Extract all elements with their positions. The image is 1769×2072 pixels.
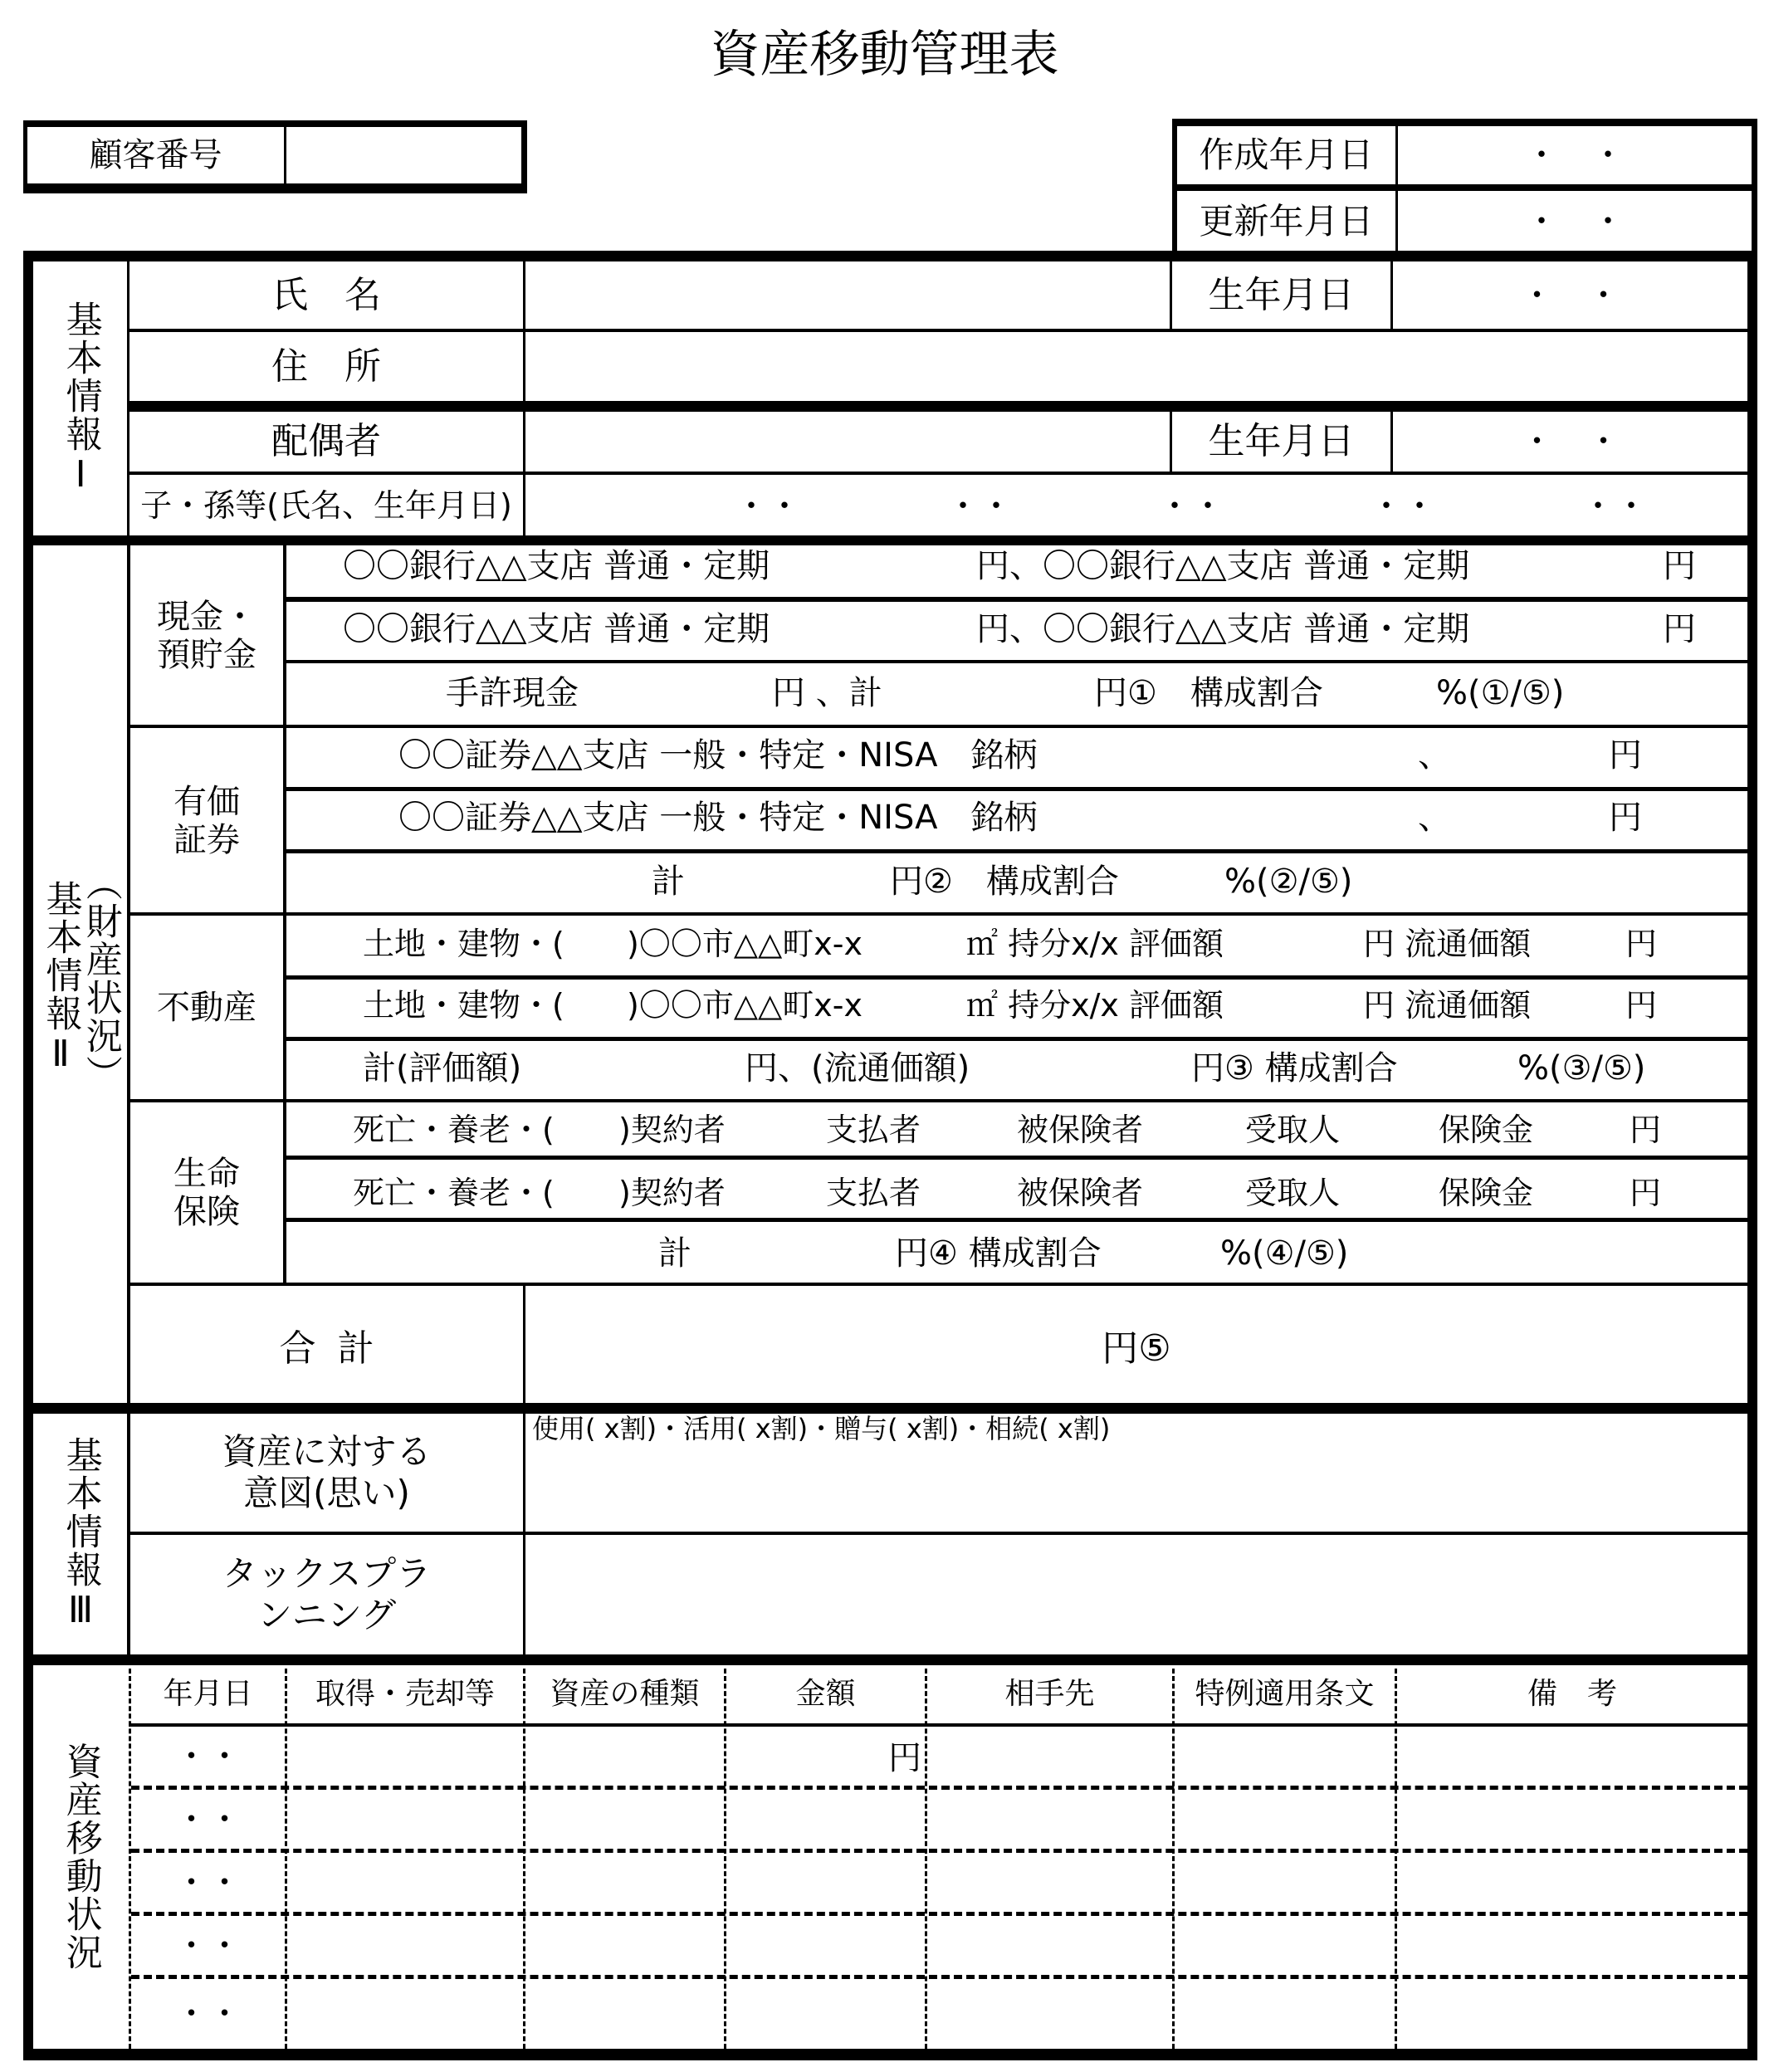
cash-deposits-label-text: 現金・預貯金 (157, 598, 257, 674)
life-insurance-label (130, 1102, 283, 1283)
cash-subtotal: 円 、計 (772, 674, 882, 712)
spouse-birth-date-label: 生年月日 (1208, 420, 1355, 462)
property-address: )〇〇市△△町x-x (627, 987, 863, 1024)
grand-total-label: 合 計 (279, 1327, 374, 1370)
birth-date-label: 生年月日 (1208, 273, 1355, 316)
basic-info-3-label: 基本情報Ⅲ (59, 1435, 102, 1633)
customer-number-field[interactable] (286, 127, 521, 183)
address-field[interactable] (525, 332, 1747, 401)
customer-number-label: 顧客番号 (89, 136, 222, 174)
column-header-counterparty: 相手先 (1004, 1677, 1095, 1711)
insurance-amount: 保険金 (1439, 1112, 1534, 1148)
row-date[interactable]: ・・ (174, 1737, 242, 1776)
basic-info-2-label-sub: （財産状況） (79, 863, 122, 1093)
child-date: ・・ (946, 487, 1013, 525)
real-estate-composition: 円③ 構成割合 (1191, 1049, 1398, 1087)
basic-info-2-label (33, 545, 127, 1411)
row-date[interactable]: ・・ (174, 1863, 242, 1902)
securities-label-text: 有価証券 (173, 782, 240, 859)
property-address: )〇〇市△△町x-x (627, 926, 863, 962)
property-area-share: ㎡ 持分x/x 評価額 (966, 926, 1224, 962)
securities-separator: 、 (1418, 736, 1451, 775)
column-header-remarks: 備 考 (1527, 1677, 1617, 1711)
securities-yen: 円 (1609, 799, 1642, 837)
tax-planning-label (130, 1535, 523, 1654)
name-field[interactable] (525, 261, 1170, 329)
basic-info-2-label-main: 基本情報Ⅱ (39, 880, 82, 1077)
child-date: ・・ (1370, 487, 1436, 525)
real-estate-market-total: 円、(流通価額) (745, 1049, 970, 1087)
cash-bank-2: 円、〇〇銀行△△支店 普通・定期 (976, 547, 1470, 585)
child-date: ・・ (735, 487, 801, 525)
property-area-share: ㎡ 持分x/x 評価額 (966, 987, 1224, 1024)
tax-planning-field[interactable] (525, 1535, 1747, 1654)
child-date: ・・ (1581, 487, 1648, 525)
column-header-date: 年月日 (163, 1677, 253, 1711)
section-divider (23, 1654, 1757, 1665)
spouse-field[interactable] (525, 412, 1170, 472)
asset-movement-label: 資産移動状況 (59, 1742, 102, 1972)
cash-on-hand: 手許現金 (446, 674, 579, 712)
spouse-birth-date-field[interactable]: ・ ・ (1520, 423, 1620, 461)
insurance-ratio: %(④/⑤) (1220, 1234, 1349, 1273)
address-label: 住 所 (271, 345, 381, 388)
insurance-contractor: )契約者 (618, 1112, 726, 1148)
section-divider (23, 535, 1757, 545)
securities-separator: 、 (1418, 799, 1451, 837)
birth-date-field[interactable]: ・ ・ (1520, 276, 1620, 315)
insurance-contractor: )契約者 (618, 1175, 726, 1211)
updated-date-label: 更新年月日 (1199, 201, 1374, 242)
children-label: 子・孫等(氏名、生年月日) (140, 486, 512, 524)
insurance-beneficiary: 受取人 (1245, 1175, 1341, 1211)
cash-bank-2: 円、〇〇銀行△△支店 普通・定期 (976, 610, 1470, 648)
insurance-amount: 保険金 (1439, 1175, 1534, 1211)
column-header-special-provision: 特例適用条文 (1195, 1677, 1375, 1711)
securities-subtotal: 計 (652, 863, 685, 901)
row-date[interactable]: ・・ (174, 1926, 242, 1965)
created-date-label: 作成年月日 (1199, 134, 1374, 175)
child-date: ・・ (1158, 487, 1224, 525)
securities-account: 〇〇証券△△支店 一般・特定・NISA 銘柄 (398, 736, 1038, 775)
asset-intent-field[interactable] (525, 1414, 1747, 1532)
created-date-field[interactable]: ・ ・ (1525, 136, 1625, 174)
column-header-asset-type: 資産の種類 (550, 1677, 700, 1711)
column-header-transaction: 取得・売却等 (315, 1677, 495, 1711)
asset-intent-label (130, 1414, 523, 1532)
insurance-beneficiary: 受取人 (1245, 1112, 1341, 1148)
real-estate-label: 不動産 (157, 989, 257, 1027)
insurance-insured: 被保険者 (1017, 1112, 1144, 1148)
cash-yen: 円 (1663, 547, 1696, 585)
securities-label (130, 728, 283, 913)
asset-intent-value: 使用( x割)・活用( x割)・贈与( x割)・相続( x割) (532, 1413, 1111, 1444)
grand-total-field[interactable]: 円⑤ (1102, 1327, 1171, 1370)
securities-ratio: %(②/⑤) (1224, 863, 1353, 901)
cash-deposits-label (130, 545, 283, 726)
updated-date-field[interactable]: ・ ・ (1525, 203, 1625, 241)
insurance-insured: 被保険者 (1017, 1175, 1144, 1211)
page-title: 資産移動管理表 (710, 26, 1059, 84)
securities-yen: 円 (1609, 736, 1642, 775)
name-label: 氏 名 (271, 273, 381, 316)
tax-planning-label-text: タックスプランニング (222, 1552, 432, 1635)
cash-composition: 円① 構成割合 (1094, 674, 1323, 712)
basic-info-1-label: 基本情報Ⅰ (59, 300, 102, 497)
property-yen: 円 (1625, 926, 1658, 962)
row-date[interactable]: ・・ (174, 1995, 242, 2033)
insurance-yen: 円 (1630, 1112, 1662, 1148)
insurance-composition: 円④ 構成割合 (895, 1234, 1102, 1273)
property-type: 土地・建物・( (363, 926, 564, 962)
cash-ratio: %(①/⑤) (1436, 674, 1565, 712)
insurance-payer: 支払者 (826, 1175, 921, 1211)
cash-bank-1: 〇〇銀行△△支店 普通・定期 (343, 547, 770, 585)
real-estate-assessed-total: 計(評価額) (363, 1049, 522, 1087)
property-yen: 円 (1625, 987, 1658, 1024)
cash-yen: 円 (1663, 610, 1696, 648)
cash-bank-1: 〇〇銀行△△支店 普通・定期 (343, 610, 770, 648)
real-estate-ratio: %(③/⑤) (1517, 1049, 1646, 1087)
securities-account: 〇〇証券△△支店 一般・特定・NISA 銘柄 (398, 799, 1038, 837)
life-insurance-label-text: 生命保険 (173, 1155, 240, 1231)
row-amount[interactable]: 円 (888, 1739, 921, 1777)
insurance-payer: 支払者 (826, 1112, 921, 1148)
securities-composition: 円② 構成割合 (890, 863, 1119, 901)
insurance-type: 死亡・養老・( (353, 1175, 555, 1211)
column-header-amount: 金額 (795, 1677, 856, 1711)
property-type: 土地・建物・( (363, 987, 564, 1024)
property-assessed: 円 流通価額 (1363, 987, 1532, 1024)
property-assessed: 円 流通価額 (1363, 926, 1532, 962)
row-date[interactable]: ・・ (174, 1800, 242, 1839)
insurance-subtotal: 計 (658, 1234, 691, 1273)
asset-intent-label-text: 資産に対する意図(思い) (222, 1430, 432, 1513)
insurance-type: 死亡・養老・( (353, 1112, 555, 1148)
spouse-label: 配偶者 (271, 420, 381, 462)
insurance-yen: 円 (1630, 1175, 1662, 1211)
